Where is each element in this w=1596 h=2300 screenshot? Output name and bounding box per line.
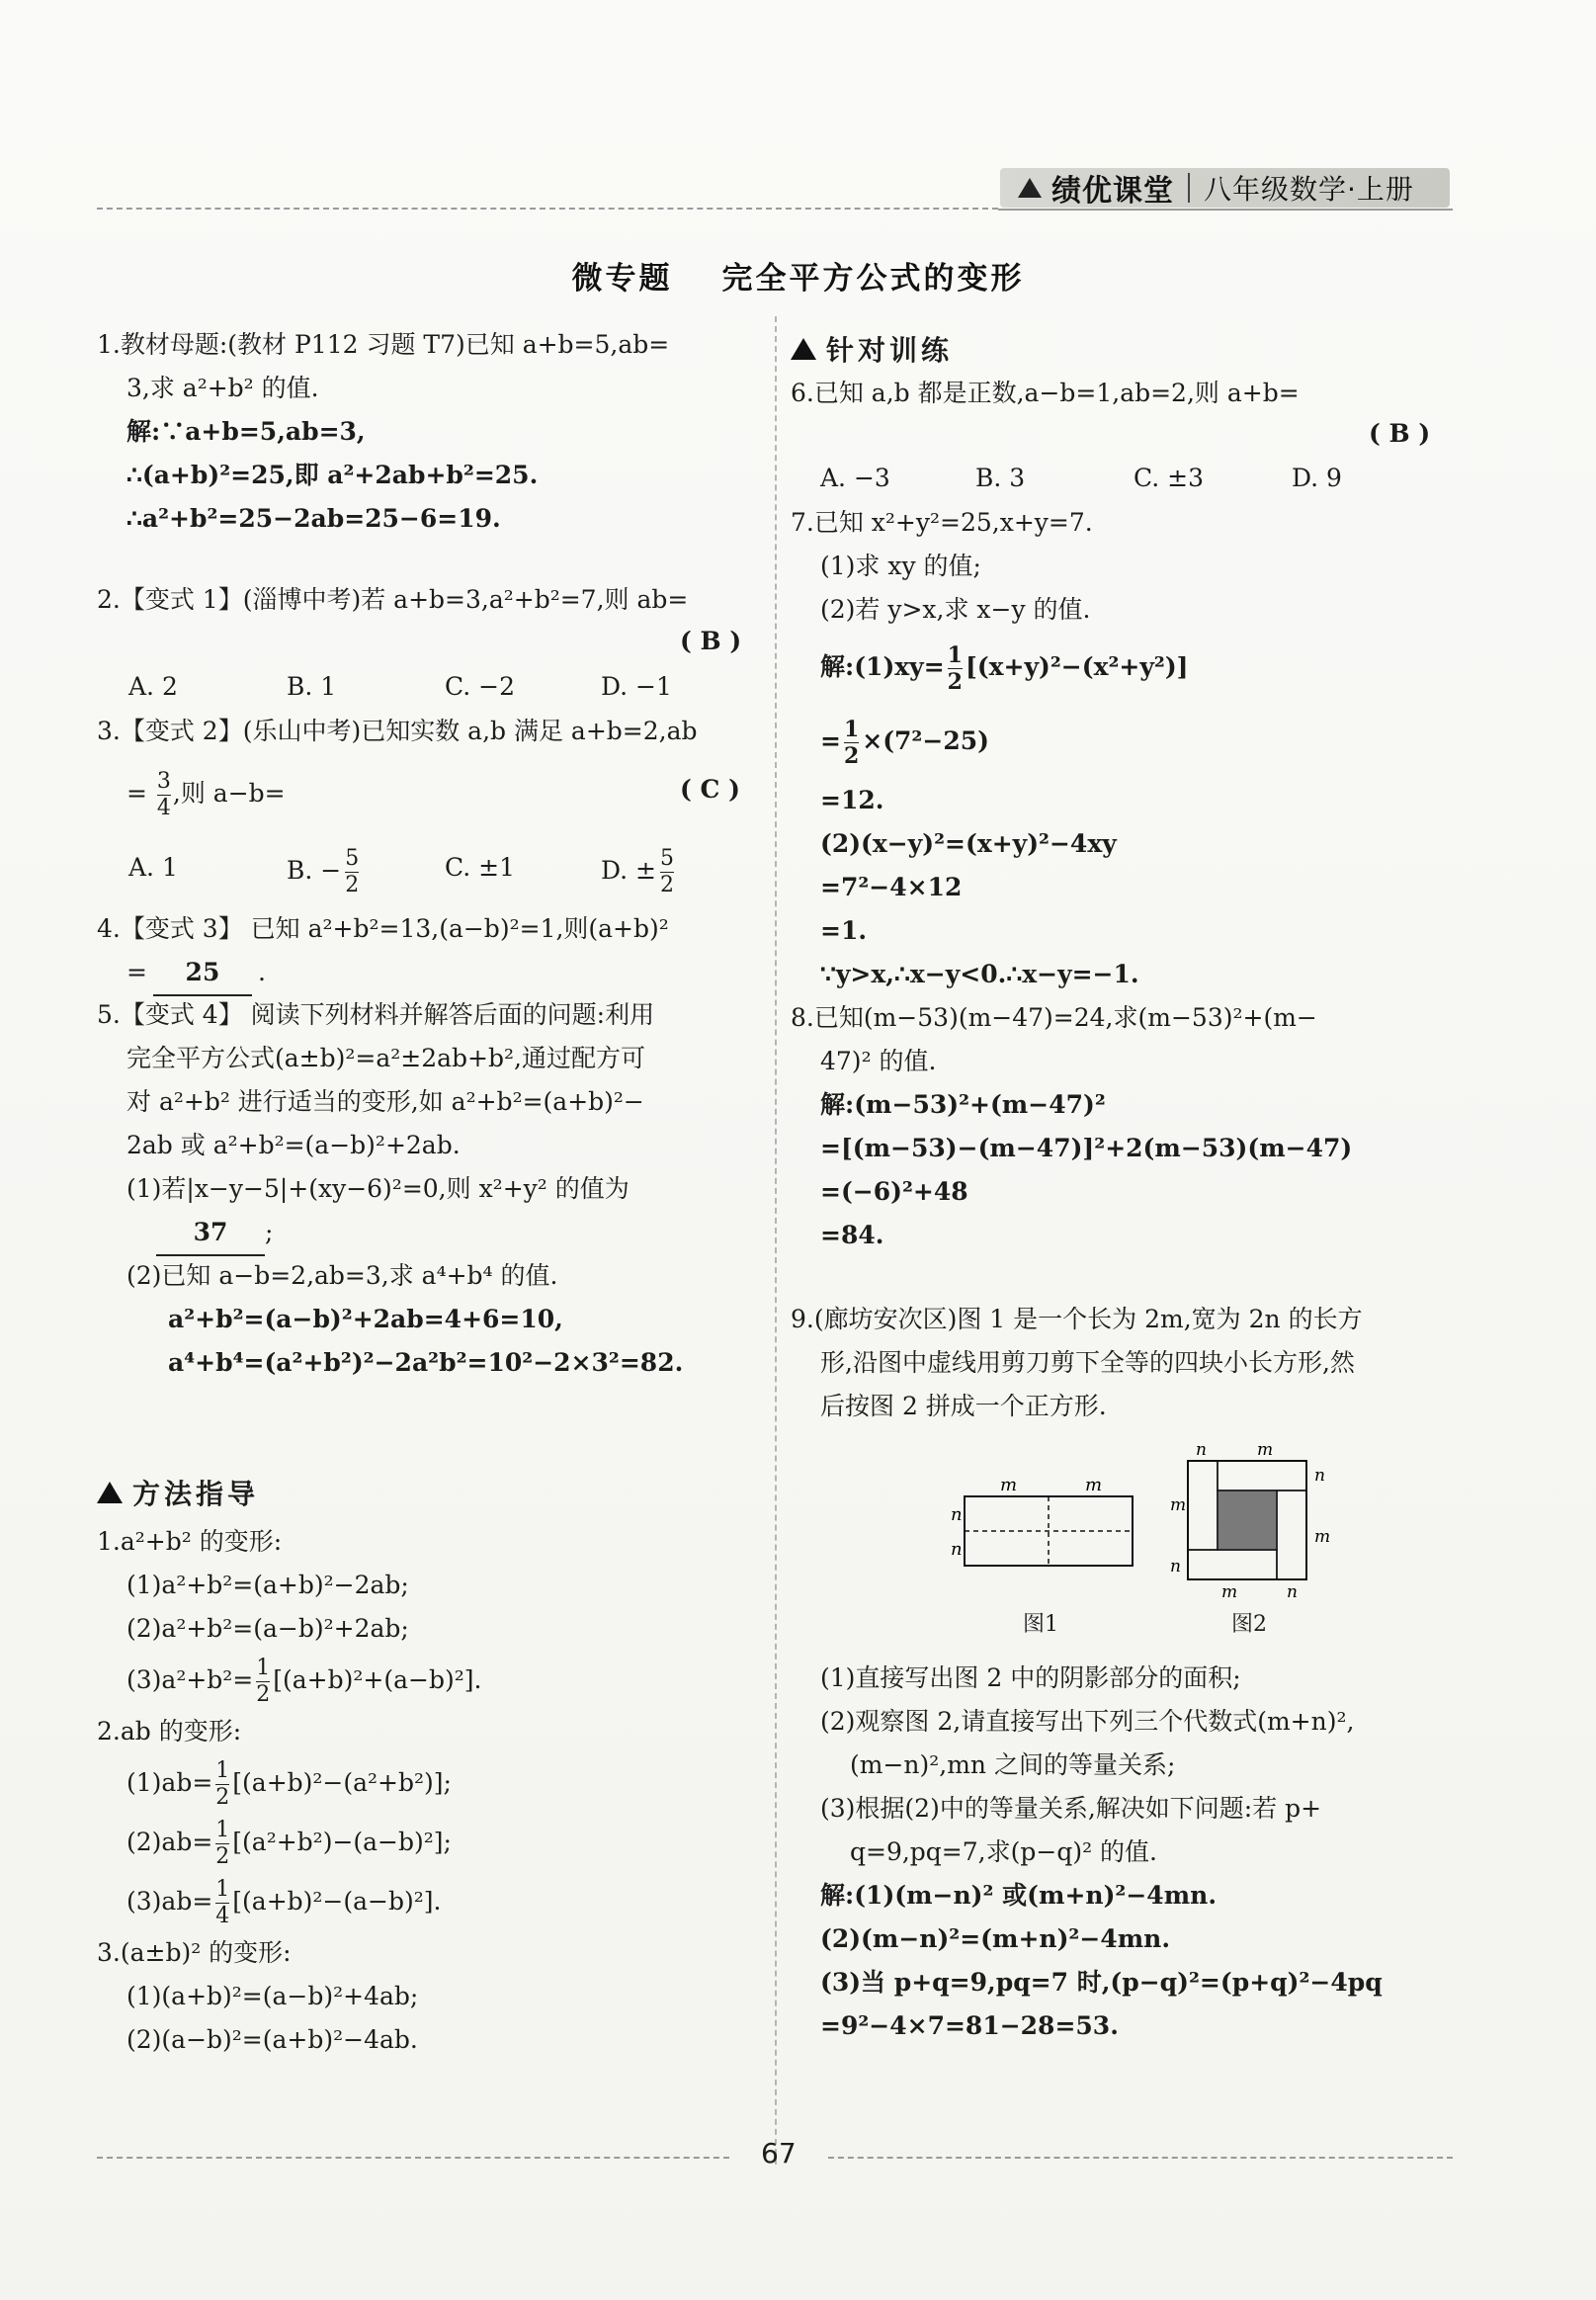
frac-den: 2: [256, 1682, 271, 1707]
q3-option-d-text: D. ±: [601, 856, 656, 885]
q7-solution-text: =: [820, 726, 841, 755]
q9-part: q=9,pq=7,求(p−q)² 的值.: [850, 1837, 1157, 1866]
method-line-frac: [97, 1651, 481, 1710]
q8-solution-line: =84.: [820, 1221, 884, 1249]
q7-line: (1)求 xy 的值;: [820, 552, 981, 580]
method-line: (1)(a+b)²=(a−b)²+4ab;: [126, 1982, 419, 2010]
q9-solution-line: =9²−4×7=81−28=53.: [820, 2011, 1119, 2040]
method-line: 1.a²+b² 的变形:: [97, 1527, 283, 1556]
q6-option-d: D. 9: [1292, 464, 1342, 492]
q9-parts: [820, 1657, 1383, 2048]
method-text: (1)ab=: [126, 1768, 213, 1797]
q6-stem: 6.已知 a,b 都是正数,a−b=1,ab=2,则 a+b=: [791, 379, 1300, 407]
q3-frac-den: 4: [156, 796, 171, 820]
title-part-a: 微专题: [571, 261, 673, 297]
q4-line: 4.【变式 3】 已知 a²+b²=13,(a−b)²=1,则(a+b)²: [97, 914, 669, 943]
method-text: [(a+b)²−(a−b)²].: [232, 1887, 442, 1916]
page-number: 67: [761, 2137, 797, 2170]
frac-den: 2: [215, 1844, 230, 1869]
q5-solution-line: a⁴+b⁴=(a²+b²)²−2a²b²=10²−2×3²=82.: [168, 1348, 684, 1377]
figure-1: [949, 1471, 1146, 1570]
method-text: (3)a²+b²=: [126, 1665, 254, 1694]
fig2-label-n: n: [1314, 1466, 1325, 1486]
method-line: (2)a²+b²=(a−b)²+2ab;: [126, 1614, 409, 1643]
fig2-shaded-square: [1218, 1491, 1277, 1550]
q4-period: .: [257, 958, 266, 986]
header-rule-solid: [998, 209, 1453, 211]
q2-option-b: B. 1: [287, 672, 337, 701]
page-title: [0, 253, 1596, 298]
method-line-frac: [97, 1813, 481, 1872]
practice-title: 针对训练: [826, 334, 954, 367]
q9-part: (1)直接写出图 2 中的阴影部分的面积;: [820, 1663, 1241, 1692]
q1-solution-line: 解:∵a+b=5,ab=3,: [126, 417, 366, 446]
q2-option-c: C. −2: [445, 672, 515, 701]
q8-line: 47)² 的值.: [820, 1047, 937, 1075]
q3-frac-num: 3: [156, 769, 171, 794]
q9-part: (3)根据(2)中的等量关系,解决如下问题:若 p+: [820, 1794, 1322, 1823]
frac-den: 2: [947, 669, 963, 695]
frac-den: 2: [843, 743, 860, 769]
q3-stem-tail: ,则 a−b=: [172, 779, 286, 808]
q4-eq: =: [126, 958, 147, 986]
fig2-small-rect: [1277, 1491, 1306, 1579]
q7-solution-line: =1.: [820, 916, 868, 945]
method-line: (2)(a−b)²=(a+b)²−4ab.: [126, 2025, 418, 2054]
q8-solution-line: =[(m−53)−(m−47)]²+2(m−53)(m−47): [820, 1134, 1353, 1162]
q3-option-a: A. 1: [128, 853, 178, 882]
method-guide-heading: [97, 1473, 259, 1512]
q5-line: 2ab 或 a²+b²=(a−b)²+2ab.: [126, 1131, 461, 1159]
figure-2-caption: 图2: [1231, 1612, 1267, 1637]
fig1-label-n: n: [951, 1504, 963, 1525]
q9-solution-line: 解:(1)(m−n)² 或(m+n)²−4mn.: [820, 1881, 1218, 1910]
q2-option-a: A. 2: [128, 672, 178, 701]
q5-semicolon: ;: [265, 1218, 274, 1246]
q7-solution-line1: [820, 638, 1189, 697]
q7-solution-rest: [820, 779, 1139, 996]
q7-solution-line: =7²−4×12: [820, 873, 963, 901]
fraction-half: [215, 1818, 229, 1870]
method-guide: [97, 1520, 481, 2062]
q2-option-d: D. −1: [601, 672, 672, 701]
header-brand: 绩优课堂: [1051, 174, 1174, 209]
frac-num: 5: [345, 846, 360, 871]
figure-1-caption: 图1: [1023, 1612, 1058, 1637]
q8-solution-line: =(−6)²+48: [820, 1177, 968, 1206]
footer-rule-left: [97, 2157, 729, 2159]
q9-line: 形,沿图中虚线用剪刀剪下全等的四块小长方形,然: [820, 1348, 1355, 1377]
q7-solution-line: ∵y>x,∴x−y<0.∴x−y=−1.: [820, 960, 1139, 988]
q3-option-d-fraction: [660, 846, 674, 898]
q3-option-b-fraction: [345, 846, 359, 898]
q8-line: 8.已知(m−53)(m−47)=24,求(m−53)²+(m−: [791, 1003, 1317, 1032]
fig1-label-m: m: [1000, 1475, 1018, 1495]
frac-num: 5: [660, 846, 674, 871]
q4-answer: 25: [153, 951, 252, 996]
fraction-half: [256, 1656, 270, 1708]
q6-option-a: A. −3: [820, 464, 890, 492]
q3-answer: ( C ): [680, 775, 740, 804]
triangle-icon: [1018, 178, 1042, 198]
fig2-label-m: m: [1257, 1440, 1274, 1460]
q3-option-c: C. ±1: [445, 853, 515, 882]
frac-num: 1: [215, 1877, 230, 1902]
q9-solution-line: (3)当 p+q=9,pq=7 时,(p−q)²=(p+q)²−4pq: [820, 1968, 1383, 1997]
practice-heading: [791, 329, 953, 369]
q9-part: (m−n)²,mn 之间的等量关系;: [850, 1750, 1176, 1779]
frac-den: 2: [345, 873, 360, 897]
footer-rule-right: [828, 2157, 1453, 2159]
frac-den: 4: [215, 1904, 230, 1928]
method-line: (1)a²+b²=(a+b)²−2ab;: [126, 1571, 409, 1599]
header-separator: [1188, 173, 1190, 203]
method-text: [(a+b)²+(a−b)²].: [273, 1665, 482, 1694]
q2-stem: 2.【变式 1】(淄博中考)若 a+b=3,a²+b²=7,则 ab=: [97, 585, 689, 614]
method-line: 3.(a±b)² 的变形:: [97, 1938, 292, 1967]
q5-part1-answer-line: [97, 1211, 683, 1254]
fig2-small-rect: [1218, 1461, 1306, 1491]
fig2-label-n: n: [1287, 1582, 1298, 1599]
fig2-small-rect: [1188, 1550, 1277, 1579]
method-line-frac: [97, 1753, 481, 1813]
method-text: (3)ab=: [126, 1887, 213, 1916]
q3-eq: =: [126, 779, 147, 808]
q7-solution-line: (2)(x−y)²=(x+y)²−4xy: [820, 829, 1117, 858]
fig2-small-rect: [1188, 1461, 1218, 1550]
frac-num: 1: [843, 717, 860, 742]
fig1-label-m: m: [1085, 1475, 1103, 1495]
q7-solution-text: 解:(1)xy=: [820, 652, 945, 681]
q6-answer: ( B ): [1369, 419, 1431, 448]
q7-line: 7.已知 x²+y²=25,x+y=7.: [791, 508, 1093, 537]
q5-solution-line: a²+b²=(a−b)²+2ab=4+6=10,: [168, 1305, 563, 1333]
q7-solution-text: [(x+y)²−(x²+y²)]: [965, 652, 1189, 681]
triangle-icon: [97, 1482, 123, 1503]
question-6: [791, 372, 1300, 415]
q5-line: 对 a²+b² 进行适当的变形,如 a²+b²=(a+b)²−: [126, 1087, 644, 1116]
q2-answer: ( B ): [680, 627, 742, 655]
fraction-half: [215, 1758, 229, 1811]
fig2-label-m: m: [1170, 1495, 1187, 1515]
question-2: [97, 578, 688, 622]
q3-fraction: [157, 769, 171, 821]
frac-den: 2: [660, 873, 674, 897]
q9-solution-line: (2)(m−n)²=(m+n)²−4mn.: [820, 1924, 1171, 1953]
question-5: [97, 993, 683, 1385]
fig1-label-n: n: [951, 1539, 963, 1560]
q5-part1: (1)若|x−y−5|+(xy−6)²=0,则 x²+y² 的值为: [126, 1174, 630, 1203]
q9-part: (2)观察图 2,请直接写出下列三个代数式(m+n)²,: [820, 1707, 1355, 1736]
q7-solution-line2: [820, 712, 989, 771]
method-text: [(a+b)²−(a²+b²)];: [232, 1768, 452, 1797]
fig2-label-n: n: [1196, 1440, 1207, 1460]
fraction-half: [948, 642, 963, 695]
fig2-label-m: m: [1314, 1527, 1331, 1547]
q3-option-b-text: B. −: [287, 856, 342, 885]
title-part-b: 完全平方公式的变形: [721, 261, 1025, 297]
q6-option-b: B. 3: [975, 464, 1026, 492]
header-rule: [97, 208, 998, 210]
q1-line: 3,求 a²+b² 的值.: [126, 374, 319, 402]
method-text: (2)ab=: [126, 1828, 213, 1856]
header-badge: [1000, 168, 1450, 208]
q1-line: 1.教材母题:(教材 P112 习题 T7)已知 a+b=5,ab=: [97, 330, 670, 359]
q7-solution-line: =12.: [820, 786, 884, 814]
method-guide-title: 方法指导: [132, 1478, 260, 1510]
frac-den: 2: [215, 1785, 230, 1810]
q9-line: 后按图 2 拼成一个正方形.: [820, 1392, 1107, 1420]
q7-solution-text: ×(7²−25): [862, 726, 989, 755]
q9-line: 9.(廊坊安次区)图 1 是一个长为 2m,宽为 2n 的长方: [791, 1305, 1363, 1333]
header-book-title: 八年级数学·上册: [1204, 173, 1414, 206]
q6-option-c: C. ±3: [1134, 464, 1204, 492]
frac-num: 1: [215, 1818, 230, 1842]
method-text: [(a²+b²)−(a−b)²];: [232, 1828, 452, 1856]
figure-2: [1166, 1439, 1334, 1599]
fig2-label-m: m: [1221, 1582, 1238, 1599]
question-4: [97, 907, 669, 994]
question-8: [791, 996, 1352, 1257]
method-line: 2.ab 的变形:: [97, 1717, 242, 1746]
q5-line: 5.【变式 4】 阅读下列材料并解答后面的问题:利用: [97, 1000, 655, 1029]
question-9: [791, 1298, 1363, 1428]
q3-stem: 3.【变式 2】(乐山中考)已知实数 a,b 满足 a+b=2,ab: [97, 717, 698, 745]
q7-line: (2)若 y>x,求 x−y 的值.: [820, 595, 1091, 624]
column-divider: [775, 316, 777, 2165]
method-line-frac: [97, 1872, 481, 1931]
q1-solution-line: ∴(a+b)²=25,即 a²+2ab+b²=25.: [126, 461, 539, 489]
q3-stem-line2: [126, 769, 286, 821]
q5-part2: (2)已知 a−b=2,ab=3,求 a⁴+b⁴ 的值.: [126, 1261, 558, 1290]
question-1: [97, 323, 669, 541]
q1-solution-line: ∴a²+b²=25−2ab=25−6=19.: [126, 504, 501, 533]
triangle-icon: [791, 338, 816, 360]
frac-num: 1: [215, 1758, 230, 1783]
q3-option-b: [287, 846, 359, 898]
question-3: [97, 710, 697, 753]
question-7: [791, 501, 1093, 632]
fig2-label-n: n: [1170, 1557, 1181, 1576]
frac-num: 1: [947, 642, 963, 668]
fraction-half: [844, 717, 859, 769]
q5-line: 完全平方公式(a±b)²=a²±2ab+b²,通过配方可: [126, 1044, 645, 1072]
frac-num: 1: [256, 1656, 271, 1680]
q4-line2: [97, 951, 669, 994]
q5-answer-1: 37: [156, 1211, 265, 1256]
fraction-quarter: [215, 1877, 229, 1929]
q3-option-d: [601, 846, 674, 898]
q8-solution-line: 解:(m−53)²+(m−47)²: [820, 1090, 1106, 1119]
